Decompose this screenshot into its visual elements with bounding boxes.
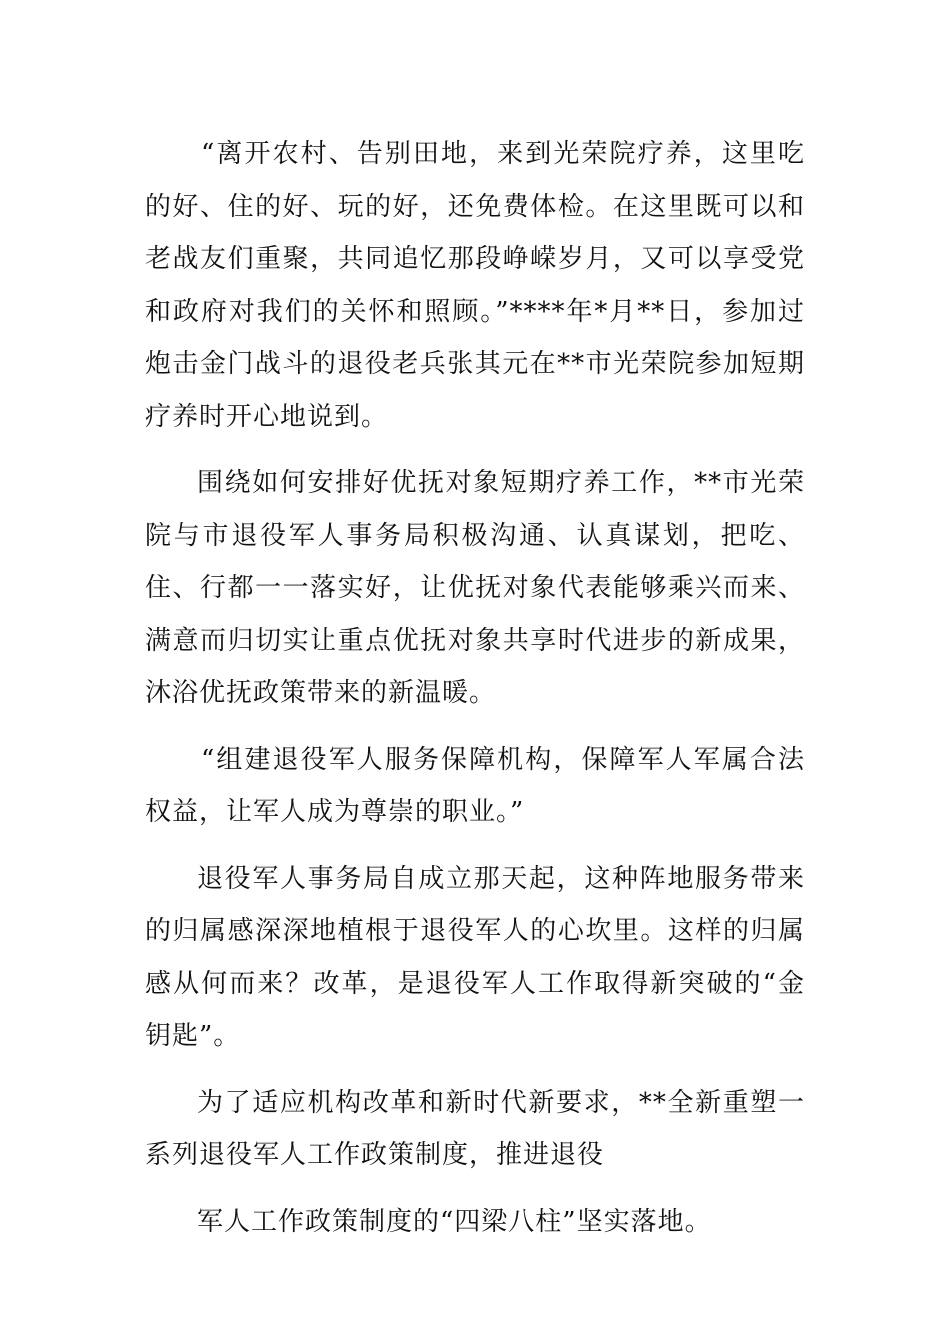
- paragraph-2: 围绕如何安排好优抚对象短期疗养工作，**市光荣院与市退役军人事务局积极沟通、认真谋划，把吃、住、行都一一落实好，让优抚对象代表能够乘兴而来、满意而归切实让重点优抚对象共享时代进步的新成果，沐浴优抚政策带来的新温暖。: [145, 468, 805, 708]
- paragraph-1: “离开农村、告别田地，来到光荣院疗养，这里吃的好、住的好、玩的好，还免费体检。在这里既可以和老战友们重聚，共同追忆那段峥嵘岁月，又可以享受党和政府对我们的关怀和照顾。”****年*月**日，参加过炮击金门战斗的退役老兵张其元在**市光荣院参加短期疗养时开心地说到。: [145, 139, 805, 432]
- paragraph-6: 军人工作政策制度的“四梁八柱”坚实落地。: [197, 1206, 712, 1237]
- paragraph-3: “组建退役军人服务保障机构，保障军人军属合法权益，让军人成为尊崇的职业。”: [145, 744, 805, 827]
- paragraph-4: 退役军人事务局自成立那天起，这种阵地服务带来的归属感深深地植根于退役军人的心坎里。这样的归属感从何而来？改革，是退役军人工作取得新突破的“金钥匙”。: [145, 863, 805, 1051]
- document-body: [145, 128, 805, 1262]
- paragraph-5: 为了适应机构改革和新时代新要求，**全新重塑一系列退役军人工作政策制度，推进退役: [145, 1087, 805, 1170]
